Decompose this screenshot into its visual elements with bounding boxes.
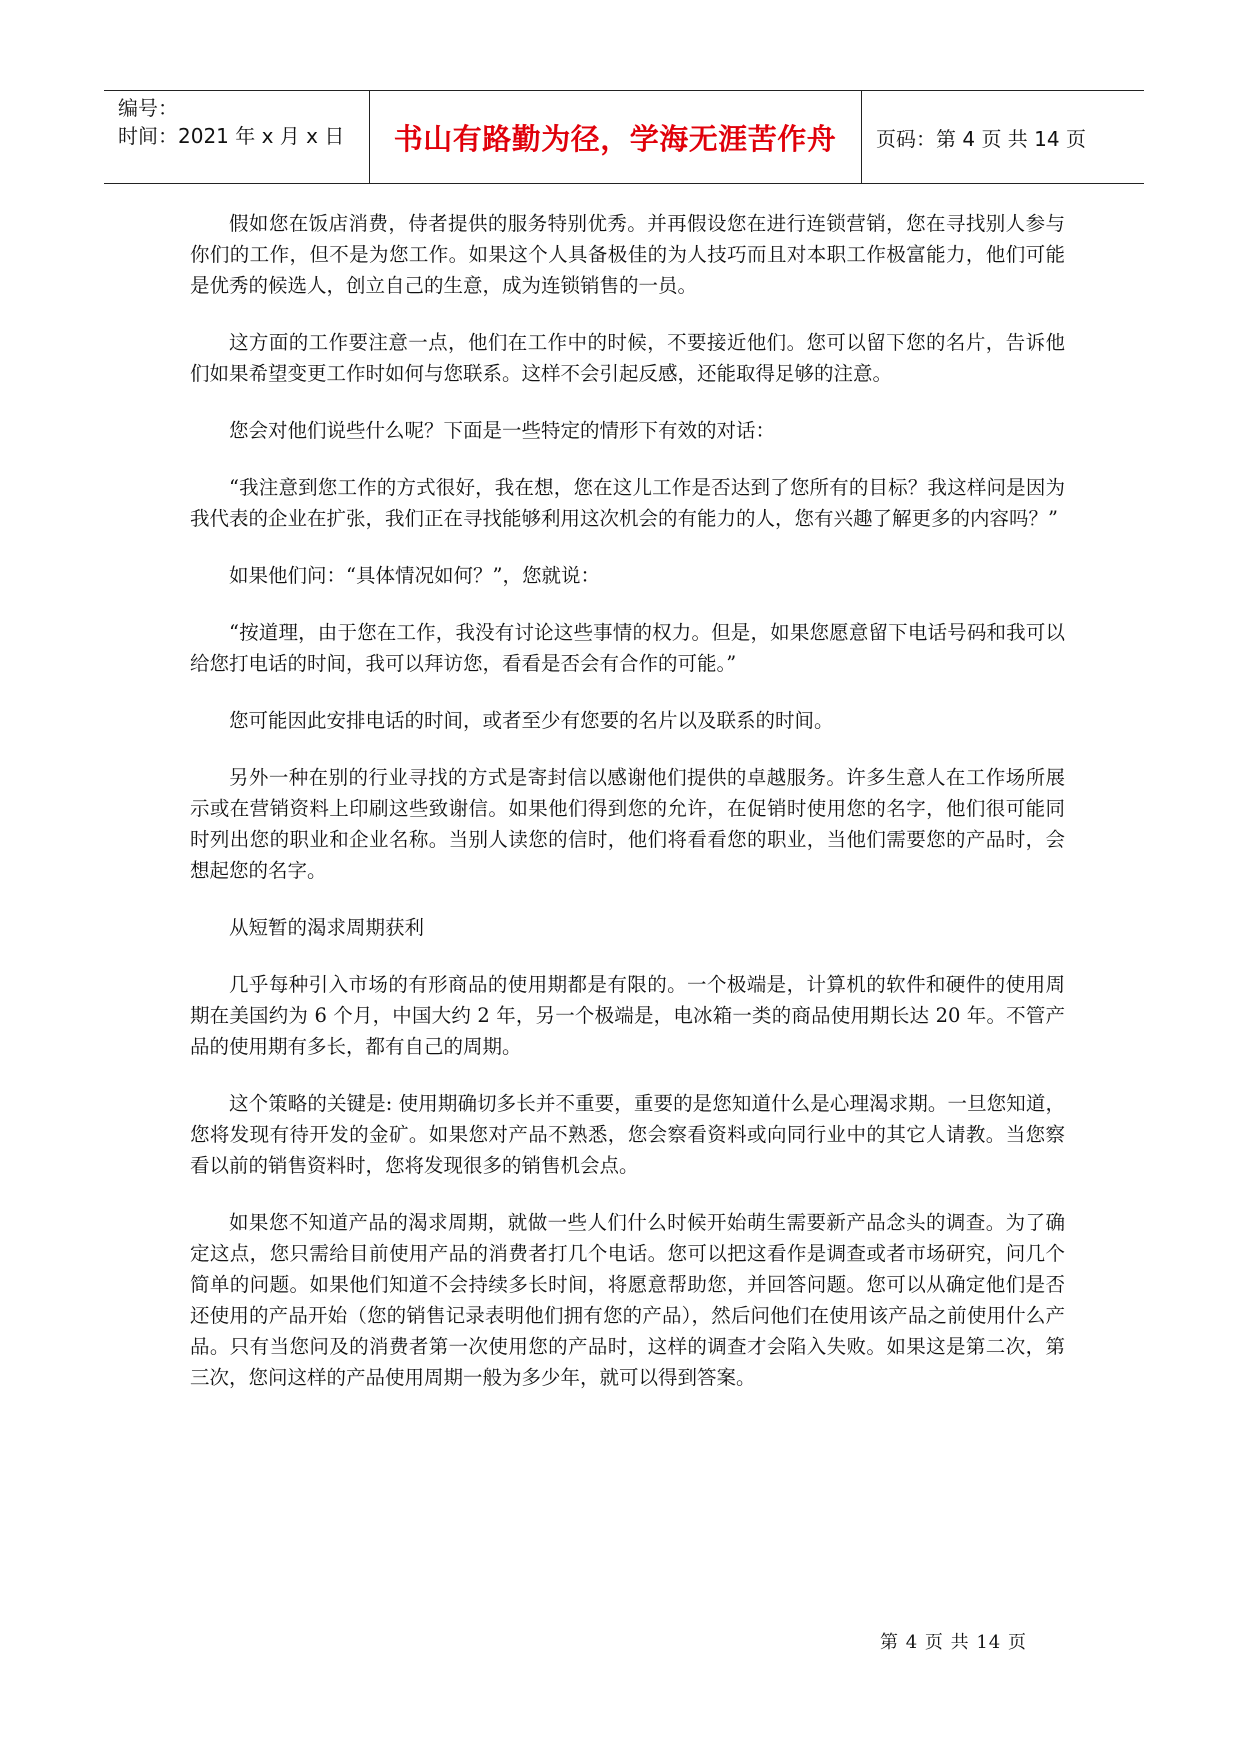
document-body bbox=[190, 208, 1065, 1419]
body-paragraph: 这方面的工作要注意一点，他们在工作中的时候，不要接近他们。您可以留下您的名片，告诉他们如果希望变更工作时如何与您联系。这样不会引起反感，还能取得足够的注意。 bbox=[190, 331, 1065, 385]
page-footer: 第 4 页 共 14 页 bbox=[880, 1632, 1027, 1653]
section-heading: 从短暂的渴求周期获利 bbox=[229, 916, 425, 939]
header-page-number: 页码：第 4 页 共 14 页 bbox=[876, 126, 1086, 151]
body-paragraph: 几乎每种引入市场的有形商品的使用期都是有限的。一个极端是，计算机的软件和硬件的使用周期在美国约为 6 个月，中国大约 2 年，另一个极端是，电冰箱一类的商品使用期长达 20 年。不管产品的使用期有多长，都有自己的周期。 bbox=[190, 973, 1065, 1058]
document-time-label: 时间：2021 年 x 月 x 日 bbox=[118, 124, 345, 148]
body-paragraph: “按道理，由于您在工作，我没有讨论这些事情的权力。但是，如果您愿意留下电话号码和我可以给您打电话的时间，我可以拜访您，看看是否会有合作的可能。” bbox=[190, 621, 1065, 675]
body-paragraph: 这个策略的关键是: 使用期确切多长并不重要，重要的是您知道什么是心理渴求期。一旦您知道，您将发现有待开发的金矿。如果您对产品不熟悉，您会察看资料或向同行业中的其它人请教。当您察看以前的销售资料时，您将发现很多的销售机会点。 bbox=[190, 1092, 1065, 1177]
body-paragraph: “我注意到您工作的方式很好，我在想，您在这儿工作是否达到了您所有的目标？我这样问是因为我代表的企业在扩张，我们正在寻找能够利用这次机会的有能力的人，您有兴趣了解更多的内容吗？” bbox=[190, 476, 1065, 530]
body-paragraph: 另外一种在别的行业寻找的方式是寄封信以感谢他们提供的卓越服务。许多生意人在工作场所展示或在营销资料上印刷这些致谢信。如果他们得到您的允许，在促销时使用您的名字，他们很可能同时列出您的职业和企业名称。当别人读您的信时，他们将看看您的职业，当他们需要您的产品时，会想起您的名字。 bbox=[190, 766, 1065, 882]
body-paragraph: 如果您不知道产品的渴求周期，就做一些人们什么时候开始萌生需要新产品念头的调查。为了确定这点，您只需给目前使用产品的消费者打几个电话。您可以把这看作是调查或者市场研究，问几个简单的问题。如果他们知道不会持续多长时间，将愿意帮助您，并回答问题。您可以从确定他们是否还使用的产品开始（您的销售记录表明他们拥有您的产品），然后问他们在使用该产品之前使用什么产品。只有当您问及的消费者第一次使用您的产品时，这样的调查才会陷入失败。如果这是第二次，第三次，您问这样的产品使用周期一般为多少年，就可以得到答案。 bbox=[190, 1211, 1065, 1389]
body-paragraph: 您会对他们说些什么呢？下面是一些特定的情形下有效的对话： bbox=[229, 419, 776, 442]
document-number-label: 编号： bbox=[118, 96, 178, 120]
page-header bbox=[104, 90, 1144, 184]
body-paragraph: 您可能因此安排电话的时间，或者至少有您要的名片以及联系的时间。 bbox=[229, 709, 834, 732]
header-motto: 书山有路勤为径，学海无涯苦作舟 bbox=[393, 121, 837, 156]
header-divider-right bbox=[861, 91, 862, 183]
body-paragraph: 假如您在饭店消费，侍者提供的服务特别优秀。并再假设您在进行连锁营销，您在寻找别人参与你们的工作，但不是为您工作。如果这个人具备极佳的为人技巧而且对本职工作极富能力，他们可能是优秀的候选人，创立自己的生意，成为连锁销售的一员。 bbox=[190, 212, 1065, 297]
header-meta bbox=[118, 91, 368, 183]
body-paragraph: 如果他们问：“具体情况如何？”，您就说： bbox=[229, 564, 600, 587]
